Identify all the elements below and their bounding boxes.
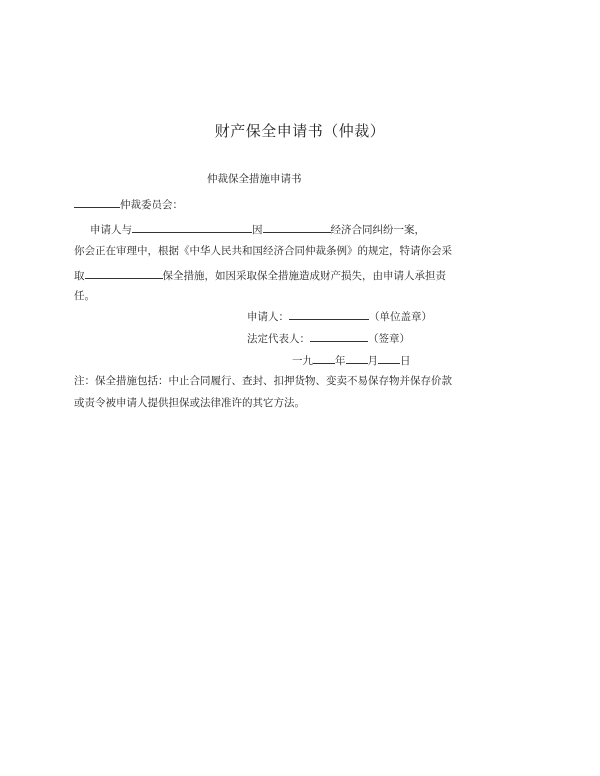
body-line-4: 任。	[74, 290, 95, 302]
addressee-line	[74, 196, 183, 212]
note-line-2: 或责令被申请人提供担保或法律准许的其它方法。	[74, 397, 305, 409]
body-text: 取	[74, 270, 85, 282]
body-text: 因	[252, 224, 263, 236]
date-prefix: 一九	[292, 355, 313, 367]
body-text: 申请人与	[90, 224, 132, 236]
measure-blank	[85, 267, 163, 279]
year-blank	[313, 352, 335, 364]
applicant-label: 申请人：	[247, 311, 289, 323]
applicant-note: （单位盖章）	[369, 311, 432, 323]
date-line	[292, 352, 411, 368]
body-text: 保全措施，如因采取保全措施造成财产损失，由申请人承担责	[162, 270, 446, 282]
month-label: 月	[367, 355, 378, 367]
committee-name-blank	[74, 196, 120, 208]
body-line-3	[74, 267, 446, 283]
body-line-2: 你会正在审理中，根据《中华人民共和国经济合同仲裁条例》的规定，特请你会采	[74, 245, 452, 257]
representative-signature-line	[247, 330, 410, 346]
respondent-blank	[132, 221, 252, 233]
representative-blank	[310, 330, 368, 342]
body-line-1	[90, 221, 425, 237]
note-line-1: 注：保全措施包括：中止合同履行、查封、扣押货物、变卖不易保存物并保存价款	[74, 375, 452, 387]
representative-note: （签章）	[368, 333, 410, 345]
year-label: 年	[335, 355, 346, 367]
body-text: 经济合同纠纷一案，	[330, 224, 425, 236]
day-blank	[378, 352, 400, 364]
applicant-signature-line	[247, 308, 432, 324]
month-blank	[346, 352, 368, 364]
addressee-text: 仲裁委员会：	[120, 199, 183, 211]
document-title: 财产保全申请书（仲裁）	[214, 122, 386, 140]
document-subtitle: 仲裁保全措施申请书	[207, 173, 302, 185]
dispute-blank	[263, 221, 331, 233]
day-label: 日	[400, 355, 411, 367]
representative-label: 法定代表人：	[247, 333, 310, 345]
applicant-blank	[289, 308, 369, 320]
